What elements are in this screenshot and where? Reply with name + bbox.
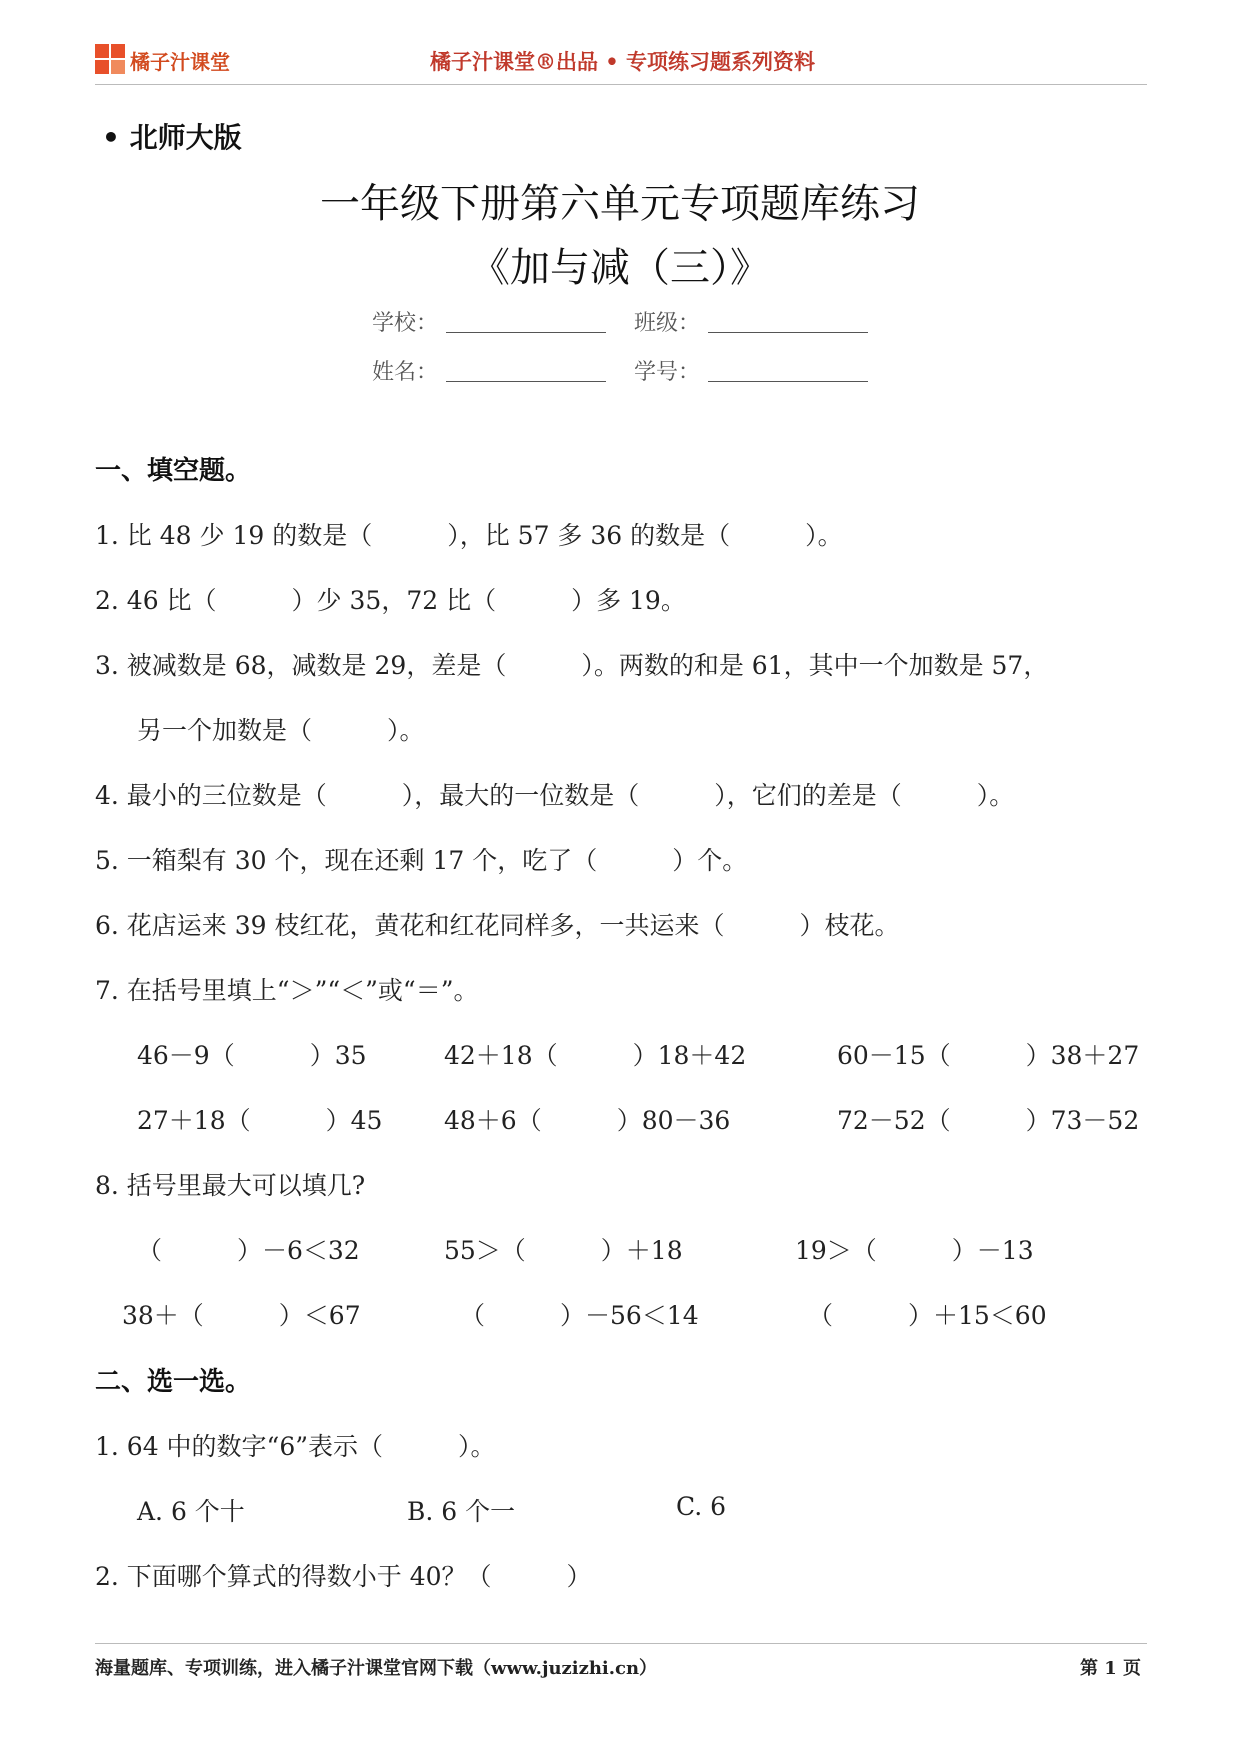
question-1-3-cont: 另一个加数是（ ）。 <box>137 716 425 745</box>
footer-note: 海量题库、专项训练，进入橘子汁课堂官网下载（www.juzizhi.cn） <box>95 1658 658 1679</box>
question-1-1: 1. 比 48 少 19 的数是（ ），比 57 多 36 的数是（ ）。 <box>95 521 843 550</box>
question-1-2: 2. 46 比（ ）少 35，72 比（ ）多 19。 <box>95 586 686 615</box>
number-label: 学号： <box>634 360 701 385</box>
compare-item: 60－15（ ）38＋27 <box>837 1041 1140 1070</box>
name-field[interactable] <box>446 381 606 382</box>
option-c: C. 6 <box>676 1492 727 1521</box>
header-divider <box>95 84 1147 85</box>
footer-divider <box>95 1643 1147 1644</box>
max-fill-item: 38＋（ ）＜67 <box>122 1301 361 1330</box>
compare-item: 48＋6（ ）80－36 <box>444 1106 731 1135</box>
question-1-8: 8. 括号里最大可以填几? <box>95 1171 366 1200</box>
question-1-3: 3. 被减数是 68，减数是 29，差是（ ）。两数的和是 61，其中一个加数是 57， <box>95 651 1049 680</box>
compare-item: 72－52（ ）73－52 <box>837 1106 1140 1135</box>
class-field[interactable] <box>708 332 868 333</box>
edition-label: • 北师大版 <box>102 121 242 154</box>
compare-item: 42＋18（ ）18＋42 <box>444 1041 747 1070</box>
question-2-2: 2. 下面哪个算式的得数小于 40？（ ） <box>95 1562 592 1591</box>
compare-item: 27＋18（ ）45 <box>137 1106 383 1135</box>
max-fill-item: 55＞（ ）＋18 <box>444 1236 683 1265</box>
question-1-6: 6. 花店运来 39 枝红花，黄花和红花同样多，一共运来（ ）枝花。 <box>95 911 900 940</box>
question-1-4: 4. 最小的三位数是（ ），最大的一位数是（ ），它们的差是（ ）。 <box>95 781 1015 810</box>
section-choice-heading: 二、选一选。 <box>95 1367 252 1397</box>
school-field[interactable] <box>446 332 606 333</box>
class-label: 班级： <box>634 311 701 336</box>
max-fill-item: 19＞（ ）－13 <box>795 1236 1034 1265</box>
name-label: 姓名： <box>372 360 439 385</box>
option-b: B. 6 个一 <box>407 1497 516 1526</box>
max-fill-item: （ ）－56＜14 <box>460 1301 699 1330</box>
page-number: 第 1 页 <box>1080 1658 1142 1679</box>
number-field[interactable] <box>708 381 868 382</box>
compare-item: 46－9（ ）35 <box>137 1041 367 1070</box>
header-title: 橘子汁课堂®出品 • 专项练习题系列资料 <box>430 49 816 74</box>
brand-logo-icon <box>95 44 127 76</box>
section-fill-blank-heading: 一、填空题。 <box>95 456 252 486</box>
max-fill-item: （ ）－6＜32 <box>137 1236 360 1265</box>
option-a: A. 6 个十 <box>137 1497 245 1526</box>
page-title: 一年级下册第六单元专项题库练习 <box>320 181 920 227</box>
question-1-7: 7. 在括号里填上“＞”“＜”或“＝”。 <box>95 976 479 1005</box>
page-subtitle: 《加与减（三）》 <box>470 245 770 291</box>
max-fill-item: （ ）＋15＜60 <box>808 1301 1047 1330</box>
brand-name: 橘子汁课堂 <box>130 50 230 74</box>
question-1-5: 5. 一箱梨有 30 个，现在还剩 17 个，吃了（ ）个。 <box>95 846 748 875</box>
school-label: 学校： <box>372 311 439 336</box>
question-2-1: 1. 64 中的数字“6”表示（ ）。 <box>95 1432 496 1461</box>
